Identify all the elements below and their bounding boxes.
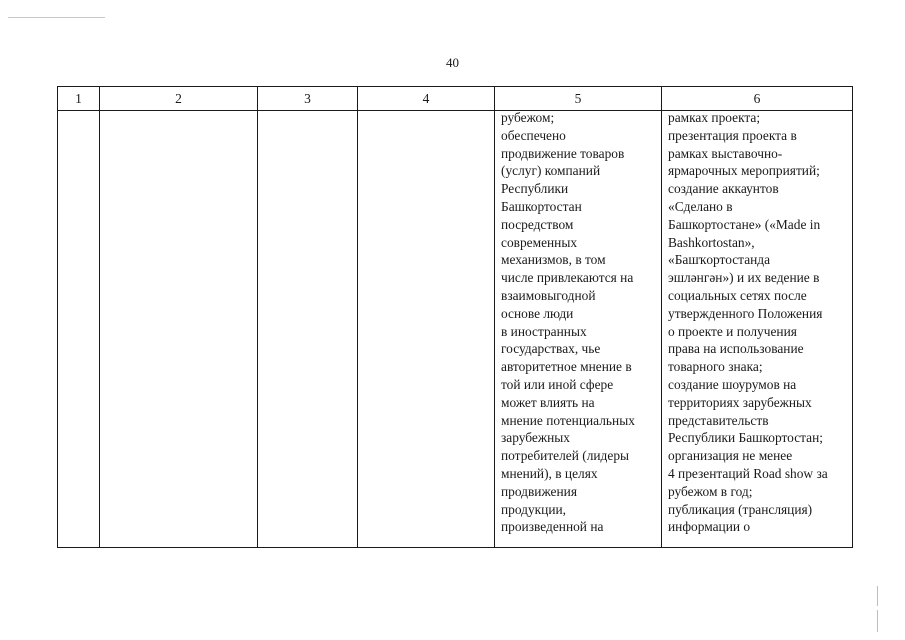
col5-line: (услуг) компаний — [501, 163, 601, 179]
col6-line: утвержденного Положения — [668, 305, 823, 321]
column-header-2: 2 — [100, 87, 258, 111]
cell-col-6-text — [662, 109, 852, 536]
cell-col-5-text — [495, 109, 661, 536]
table-header-row — [58, 87, 853, 111]
col5-line: продукции, — [501, 501, 567, 517]
col6-line: «Сделано в — [668, 198, 733, 214]
col5-line: продвижения — [501, 483, 577, 499]
col5-line: потребителей (лидеры — [501, 448, 630, 464]
scan-mark-right-lower — [877, 610, 878, 632]
col5-line: зарубежных — [501, 430, 570, 446]
col5-line: Башкортостан — [501, 198, 582, 214]
col6-line: «Башҡортостанда — [668, 252, 771, 268]
col5-line: рубежом; — [501, 110, 555, 125]
scan-mark-right-upper — [877, 586, 878, 606]
col6-line: презентация проекта в — [668, 127, 797, 143]
col5-line: современных — [501, 234, 578, 250]
col6-line: товарного знака; — [668, 359, 763, 375]
col5-line: может влиять на — [501, 394, 595, 410]
column-header-5: 5 — [495, 87, 662, 111]
col6-line: организация не менее — [668, 448, 793, 464]
col6-line: 4 презентаций Road show за — [668, 465, 828, 481]
col5-line: числе привлекаются на — [501, 270, 634, 286]
col5-line: взаимовыгодной — [501, 287, 596, 303]
col6-line: создание шоурумов на — [668, 376, 797, 392]
col6-line: Башкортостане» («Made in — [668, 216, 821, 232]
cell-col-4 — [358, 111, 495, 548]
col6-line: права на использование — [668, 341, 804, 357]
col5-line: той или иной сфере — [501, 376, 614, 392]
page-number: 40 — [446, 55, 459, 70]
col5-line: мнение потенциальных — [501, 412, 635, 428]
col5-line: основе люди — [501, 305, 574, 321]
cell-col-1 — [58, 111, 100, 548]
column-header-3: 3 — [258, 87, 358, 111]
col6-line: рубежом в год; — [668, 483, 753, 499]
col5-line: мнений), в целях — [501, 465, 598, 481]
col6-line: эшләнгән») и их ведение в — [668, 270, 820, 286]
col6-line: представительств — [668, 412, 769, 428]
column-header-1: 1 — [58, 87, 100, 111]
col5-line: продвижение товаров — [501, 145, 625, 161]
document-table — [57, 86, 853, 548]
col5-line: авторитетное мнение в — [501, 359, 632, 375]
col5-line: Республики — [501, 181, 569, 197]
col6-line: информации о — [668, 519, 751, 535]
column-header-4: 4 — [358, 87, 495, 111]
col6-line: Республики Башкортостан; — [668, 430, 823, 446]
col6-line: рамках выставочно- — [668, 145, 783, 161]
cell-col-5 — [495, 111, 662, 548]
col6-line: территориях зарубежных — [668, 394, 812, 410]
table-row — [58, 111, 853, 548]
col6-line: о проекте и получения — [668, 323, 797, 339]
col5-line: обеспечено — [501, 127, 566, 143]
cell-col-6 — [662, 111, 853, 548]
col6-line: создание аккаунтов — [668, 181, 779, 197]
cell-col-3 — [258, 111, 358, 548]
col6-line: рамках проекта; — [668, 110, 761, 125]
col6-line: социальных сетях после — [668, 287, 807, 303]
col6-line: Bashkortostan», — [668, 234, 755, 250]
col5-line: посредством — [501, 216, 574, 232]
col5-line: механизмов, в том — [501, 252, 606, 268]
cell-col-2 — [100, 111, 258, 548]
scan-mark-line — [8, 17, 105, 18]
column-header-6: 6 — [662, 87, 853, 111]
col5-line: государствах, чье — [501, 341, 601, 357]
col5-line: в иностранных — [501, 323, 587, 339]
col5-line: произведенной на — [501, 519, 604, 535]
col6-line: публикация (трансляция) — [668, 501, 813, 517]
col6-line: ярмарочных мероприятий; — [668, 163, 820, 179]
